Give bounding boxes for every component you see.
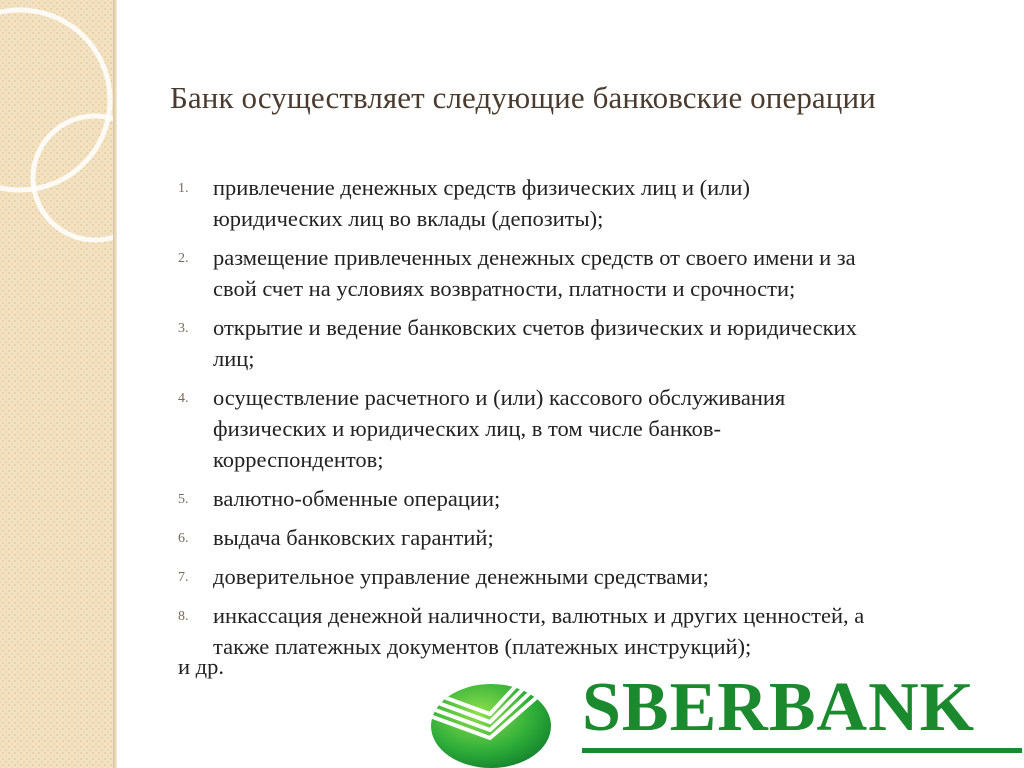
list-item-number: 4. bbox=[178, 391, 189, 406]
list-item bbox=[178, 312, 978, 374]
list-item-text: доверительное управление денежными средствами; bbox=[213, 564, 709, 589]
list-item bbox=[178, 172, 978, 234]
list-item bbox=[178, 382, 978, 475]
sidebar-edge bbox=[113, 0, 117, 768]
list-item-text: размещение привлеченных денежных средств от своего имени и за bbox=[213, 245, 856, 270]
sberbank-logo-icon bbox=[430, 676, 552, 768]
list-item-number: 2. bbox=[178, 251, 189, 266]
sberbank-wordmark: SBERBANK bbox=[582, 669, 976, 746]
operations-list bbox=[178, 172, 978, 670]
list-item-text: юридических лиц во вклады (депозиты); bbox=[213, 206, 604, 231]
list-item bbox=[178, 600, 978, 662]
list-item-text: привлечение денежных средств физических лиц и (или) bbox=[213, 175, 750, 200]
list-item bbox=[178, 522, 978, 553]
list-item-text: физических и юридических лиц, в том числе банков- bbox=[213, 416, 722, 441]
list-item-text: открытие и ведение банковских счетов физических и юридических bbox=[213, 315, 857, 340]
list-item-number: 6. bbox=[178, 531, 189, 546]
list-item-text: свой счет на условиях возвратности, платности и срочности; bbox=[213, 276, 796, 301]
list-item-text: осуществление расчетного и (или) кассового обслуживания bbox=[213, 385, 786, 410]
ring-decoration-icon bbox=[0, 0, 113, 768]
list-item-number: 3. bbox=[178, 321, 189, 336]
wordmark-underline bbox=[582, 748, 1022, 753]
list-item-number: 7. bbox=[178, 570, 189, 585]
list-item-text: лиц; bbox=[213, 346, 255, 371]
list-item bbox=[178, 561, 978, 592]
decorative-sidebar bbox=[0, 0, 113, 768]
list-item-text: также платежных документов (платежных инструкций); bbox=[213, 634, 752, 659]
list-item bbox=[178, 242, 978, 304]
list-item-text: инкассация денежной наличности, валютных и других ценностей, а bbox=[213, 603, 865, 628]
list-item-number: 5. bbox=[178, 492, 189, 507]
list-item-text: корреспондентов; bbox=[213, 447, 384, 472]
list-item-text: валютно-обменные операции; bbox=[213, 486, 501, 511]
list-item-number: 1. bbox=[178, 181, 189, 196]
list-item-text: выдача банковских гарантий; bbox=[213, 525, 494, 550]
slide-title: Банк осуществляет следующие банковские операции bbox=[170, 80, 876, 115]
list-item-number: 8. bbox=[178, 609, 189, 624]
list-item bbox=[178, 483, 978, 514]
list-tail: и др. bbox=[178, 654, 224, 679]
